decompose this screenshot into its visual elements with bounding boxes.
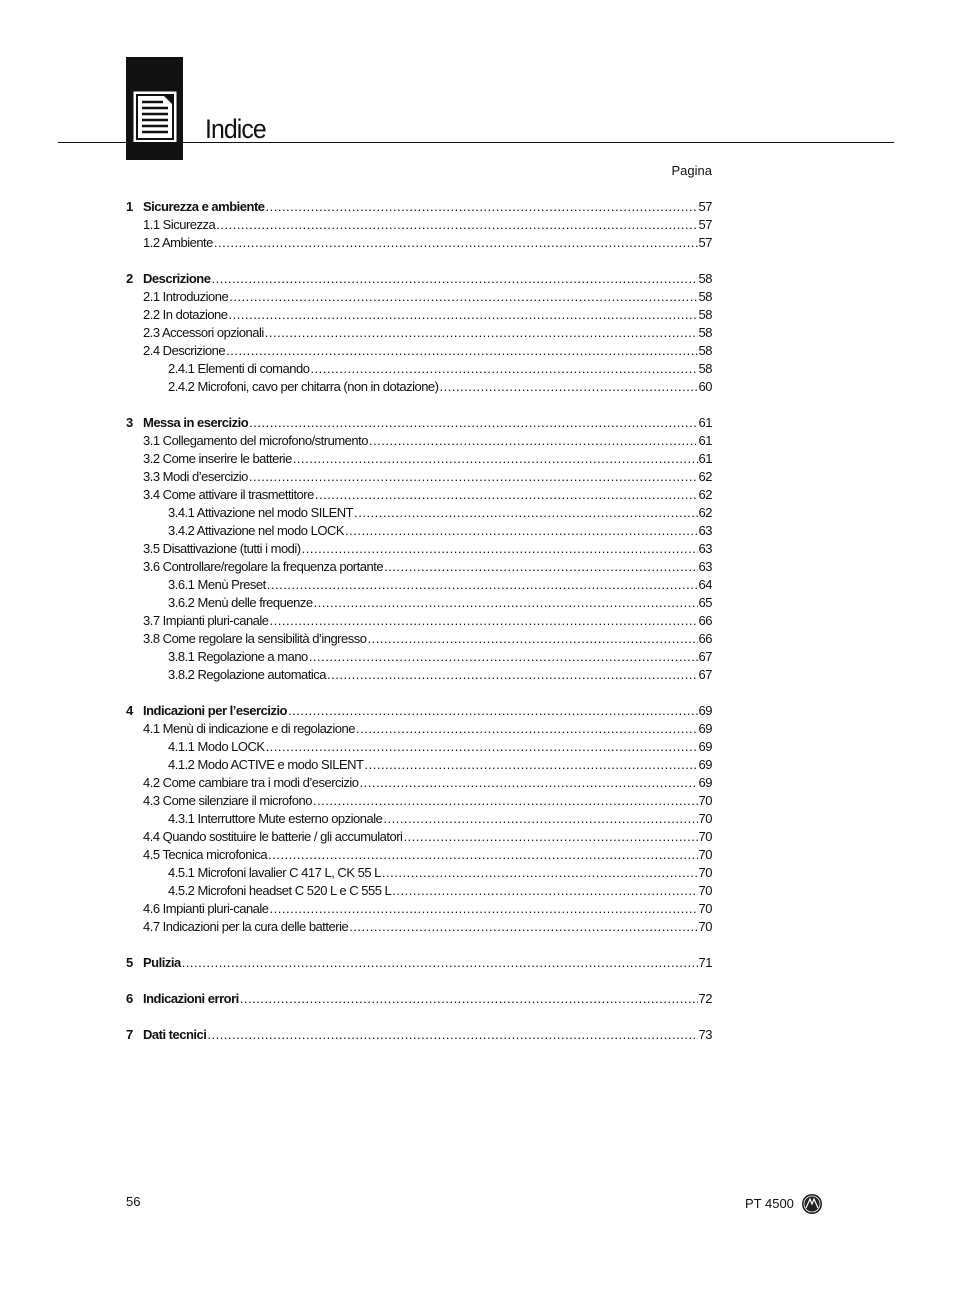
toc-entry[interactable] — [126, 450, 712, 468]
toc-entry-title: Messa in esercizio — [143, 415, 249, 430]
toc-page-number: 69 — [698, 739, 712, 754]
toc-dot-leader — [349, 918, 697, 936]
toc-entry[interactable] — [126, 522, 712, 540]
toc-page-number: 71 — [698, 955, 712, 970]
toc-entry-title: 3.5 Disattivazione (tutti i modi) — [143, 541, 301, 556]
toc-gap — [126, 396, 712, 414]
toc-entry[interactable] — [126, 432, 712, 450]
toc-entry-title: 2.4.1 Elementi di comando — [168, 361, 310, 376]
toc-entry-title: 4.1.1 Modo LOCK — [168, 739, 265, 754]
toc-entry[interactable] — [126, 198, 712, 216]
toc-dot-leader — [226, 342, 697, 360]
toc-page-number: 66 — [698, 613, 712, 628]
toc-chapter-number: 4 — [126, 703, 133, 718]
toc-dot-leader — [440, 378, 698, 396]
toc-dot-leader — [229, 306, 698, 324]
toc-entry[interactable] — [126, 846, 712, 864]
toc-dot-leader — [367, 630, 697, 648]
toc-entry-title: 3.8 Come regolare la sensibilità d’ingresso — [143, 631, 367, 646]
toc-entry[interactable] — [126, 1026, 712, 1044]
toc-entry-title: Indicazioni per l’esercizio — [143, 703, 287, 718]
toc-page-number: 62 — [698, 505, 712, 520]
table-of-contents — [126, 198, 712, 1044]
toc-dot-leader — [383, 810, 697, 828]
toc-entry[interactable] — [126, 738, 712, 756]
toc-entry-title: 3.8.1 Regolazione a mano — [168, 649, 308, 664]
toc-entry-title: Descrizione — [143, 271, 211, 286]
toc-entry-title: 1.2 Ambiente — [143, 235, 213, 250]
toc-page-number: 62 — [698, 469, 712, 484]
toc-entry[interactable] — [126, 864, 712, 882]
toc-entry[interactable] — [126, 648, 712, 666]
toc-entry[interactable] — [126, 990, 712, 1008]
toc-entry-title: 3.6 Controllare/regolare la frequenza portante — [143, 559, 384, 574]
toc-entry-title: 3.4 Come attivare il trasmettitore — [143, 487, 314, 502]
toc-gap — [126, 972, 712, 990]
toc-entry[interactable] — [126, 882, 712, 900]
toc-entry[interactable] — [126, 378, 712, 396]
toc-page-number: 69 — [698, 721, 712, 736]
footer-page-number: 56 — [126, 1194, 141, 1209]
toc-entry[interactable] — [126, 792, 712, 810]
toc-dot-leader — [293, 450, 698, 468]
toc-dot-leader — [382, 864, 698, 882]
toc-page-number: 58 — [698, 271, 712, 286]
toc-entry-title: Dati tecnici — [143, 1027, 207, 1042]
toc-page-number: 70 — [698, 847, 712, 862]
toc-chapter-number: 6 — [126, 991, 133, 1006]
toc-page-number: 70 — [698, 865, 712, 880]
akg-logo-icon — [801, 1193, 823, 1215]
toc-page-number: 69 — [698, 775, 712, 790]
toc-page-number: 69 — [698, 757, 712, 772]
toc-entry-title: 2.4.2 Microfoni, cavo per chitarra (non in dotazione) — [168, 379, 439, 394]
toc-gap — [126, 684, 712, 702]
toc-dot-leader — [360, 774, 698, 792]
toc-dot-leader — [369, 432, 698, 450]
toc-entry-title: 2.2 In dotazione — [143, 307, 228, 322]
toc-chapter-number: 7 — [126, 1027, 133, 1042]
toc-page-number: 58 — [698, 325, 712, 340]
toc-dot-leader — [266, 198, 698, 216]
toc-page-number: 66 — [698, 631, 712, 646]
toc-page-number: 61 — [698, 415, 712, 430]
toc-entry-title: 3.4.2 Attivazione nel modo LOCK — [168, 523, 345, 538]
toc-entry-title: 4.5.2 Microfoni headset C 520 L e C 555 L — [168, 883, 392, 898]
toc-entry-title: 3.6.2 Menù delle frequenze — [168, 595, 313, 610]
toc-dot-leader — [267, 576, 698, 594]
toc-chapter-number: 5 — [126, 955, 133, 970]
toc-entry-title: 3.4.1 Attivazione nel modo SILENT — [168, 505, 354, 520]
toc-page-number: 70 — [698, 811, 712, 826]
toc-entry[interactable] — [126, 306, 712, 324]
toc-page-number: 61 — [698, 433, 712, 448]
toc-entry-title: 3.7 Impianti pluri-canale — [143, 613, 269, 628]
toc-entry-title: 4.2 Come cambiare tra i modi d’esercizio — [143, 775, 359, 790]
toc-entry[interactable] — [126, 630, 712, 648]
toc-entry[interactable] — [126, 666, 712, 684]
header-rule — [58, 142, 894, 143]
toc-dot-leader — [270, 612, 698, 630]
toc-entry[interactable] — [126, 900, 712, 918]
toc-dot-leader — [365, 756, 698, 774]
toc-gap — [126, 1008, 712, 1026]
toc-dot-leader — [266, 738, 698, 756]
toc-page-number: 61 — [698, 451, 712, 466]
toc-page-number: 63 — [698, 523, 712, 538]
toc-entry[interactable] — [126, 234, 712, 252]
toc-page-number: 65 — [698, 595, 712, 610]
toc-entry[interactable] — [126, 216, 712, 234]
toc-entry-title: 4.5.1 Microfoni lavalier C 417 L, CK 55 L — [168, 865, 381, 880]
toc-dot-leader — [249, 414, 697, 432]
toc-entry-title: 1.1 Sicurezza — [143, 217, 216, 232]
toc-page-number: 70 — [698, 919, 712, 934]
toc-entry-title: 4.3.1 Interruttore Mute esterno opzionale — [168, 811, 383, 826]
toc-page-number: 58 — [698, 289, 712, 304]
toc-chapter-number: 2 — [126, 271, 133, 286]
toc-dot-leader — [354, 504, 697, 522]
toc-dot-leader — [309, 648, 698, 666]
toc-dot-leader — [384, 558, 697, 576]
toc-entry-title: Sicurezza e ambiente — [143, 199, 265, 214]
toc-page-number: 63 — [698, 559, 712, 574]
footer-model: PT 4500 — [745, 1196, 794, 1211]
toc-entry-title: Indicazioni errori — [143, 991, 239, 1006]
toc-entry[interactable] — [126, 918, 712, 936]
toc-entry[interactable] — [126, 594, 712, 612]
toc-entry-title: 3.3 Modi d’esercizio — [143, 469, 248, 484]
toc-entry[interactable] — [126, 720, 712, 738]
toc-entry[interactable] — [126, 702, 712, 720]
toc-dot-leader — [207, 1026, 697, 1044]
toc-dot-leader — [270, 900, 698, 918]
toc-entry-title: 3.2 Come inserire le batterie — [143, 451, 292, 466]
page-column-label: Pagina — [671, 163, 712, 178]
toc-chapter-number: 3 — [126, 415, 133, 430]
toc-page-number: 58 — [698, 307, 712, 322]
toc-entry[interactable] — [126, 486, 712, 504]
toc-page-number: 67 — [698, 649, 712, 664]
toc-entry-title: 3.6.1 Menù Preset — [168, 577, 266, 592]
toc-dot-leader — [249, 468, 698, 486]
toc-entry-title: 2.1 Introduzione — [143, 289, 229, 304]
toc-entry[interactable] — [126, 468, 712, 486]
toc-entry-title: Pulizia — [143, 955, 181, 970]
toc-dot-leader — [265, 324, 698, 342]
toc-page-number: 57 — [698, 199, 712, 214]
toc-entry[interactable] — [126, 954, 712, 972]
toc-dot-leader — [216, 216, 697, 234]
toc-gap — [126, 936, 712, 954]
document-icon — [133, 91, 177, 143]
toc-entry[interactable] — [126, 324, 712, 342]
toc-entry-title: 2.3 Accessori opzionali — [143, 325, 264, 340]
toc-entry-title: 2.4 Descrizione — [143, 343, 226, 358]
toc-page-number: 70 — [698, 829, 712, 844]
toc-dot-leader — [214, 234, 698, 252]
toc-entry[interactable] — [126, 360, 712, 378]
toc-entry[interactable] — [126, 756, 712, 774]
toc-page-number: 69 — [698, 703, 712, 718]
toc-page-number: 57 — [698, 217, 712, 232]
toc-dot-leader — [314, 594, 698, 612]
toc-page-number: 57 — [698, 235, 712, 250]
toc-dot-leader — [302, 540, 698, 558]
toc-dot-leader — [345, 522, 698, 540]
toc-entry[interactable] — [126, 270, 712, 288]
toc-entry[interactable] — [126, 558, 712, 576]
toc-page-number: 70 — [698, 883, 712, 898]
toc-entry-title: 4.6 Impianti pluri-canale — [143, 901, 269, 916]
toc-entry-title: 4.4 Quando sostituire le batterie / gli accumulatori — [143, 829, 403, 844]
toc-entry[interactable] — [126, 828, 712, 846]
toc-page-number: 58 — [698, 361, 712, 376]
toc-dot-leader — [356, 720, 698, 738]
toc-page-number: 63 — [698, 541, 712, 556]
toc-entry-title: 4.5 Tecnica microfonica — [143, 847, 268, 862]
toc-page-number: 70 — [698, 793, 712, 808]
toc-entry[interactable] — [126, 576, 712, 594]
toc-page-number: 58 — [698, 343, 712, 358]
toc-entry[interactable] — [126, 774, 712, 792]
toc-entry-title: 3.1 Collegamento del microfono/strumento — [143, 433, 368, 448]
toc-entry[interactable] — [126, 504, 712, 522]
toc-entry-title: 3.8.2 Regolazione automatica — [168, 667, 327, 682]
toc-page-number: 67 — [698, 667, 712, 682]
page-title: Indice — [205, 114, 266, 144]
toc-gap — [126, 252, 712, 270]
toc-entry[interactable] — [126, 612, 712, 630]
toc-entry[interactable] — [126, 414, 712, 432]
toc-dot-leader — [229, 288, 697, 306]
toc-page-number: 62 — [698, 487, 712, 502]
toc-dot-leader — [268, 846, 697, 864]
toc-dot-leader — [182, 954, 698, 972]
toc-dot-leader — [315, 486, 698, 504]
toc-chapter-number: 1 — [126, 199, 133, 214]
toc-entry-title: 4.3 Come silenziare il microfono — [143, 793, 312, 808]
toc-dot-leader — [310, 360, 697, 378]
toc-dot-leader — [288, 702, 698, 720]
toc-dot-leader — [392, 882, 697, 900]
toc-dot-leader — [240, 990, 698, 1008]
toc-entry-title: 4.7 Indicazioni per la cura delle batterie — [143, 919, 349, 934]
toc-page-number: 70 — [698, 901, 712, 916]
toc-entry[interactable] — [126, 810, 712, 828]
toc-dot-leader — [211, 270, 697, 288]
toc-entry-title: 4.1 Menù di indicazione e di regolazione — [143, 721, 355, 736]
toc-page-number: 72 — [698, 991, 712, 1006]
toc-dot-leader — [327, 666, 698, 684]
toc-entry[interactable] — [126, 288, 712, 306]
toc-dot-leader — [403, 828, 697, 846]
toc-entry-title: 4.1.2 Modo ACTIVE e modo SILENT — [168, 757, 364, 772]
toc-dot-leader — [313, 792, 698, 810]
toc-page-number: 64 — [698, 577, 712, 592]
toc-entry[interactable] — [126, 540, 712, 558]
toc-entry[interactable] — [126, 342, 712, 360]
toc-page-number: 73 — [698, 1027, 712, 1042]
toc-page-number: 60 — [698, 379, 712, 394]
